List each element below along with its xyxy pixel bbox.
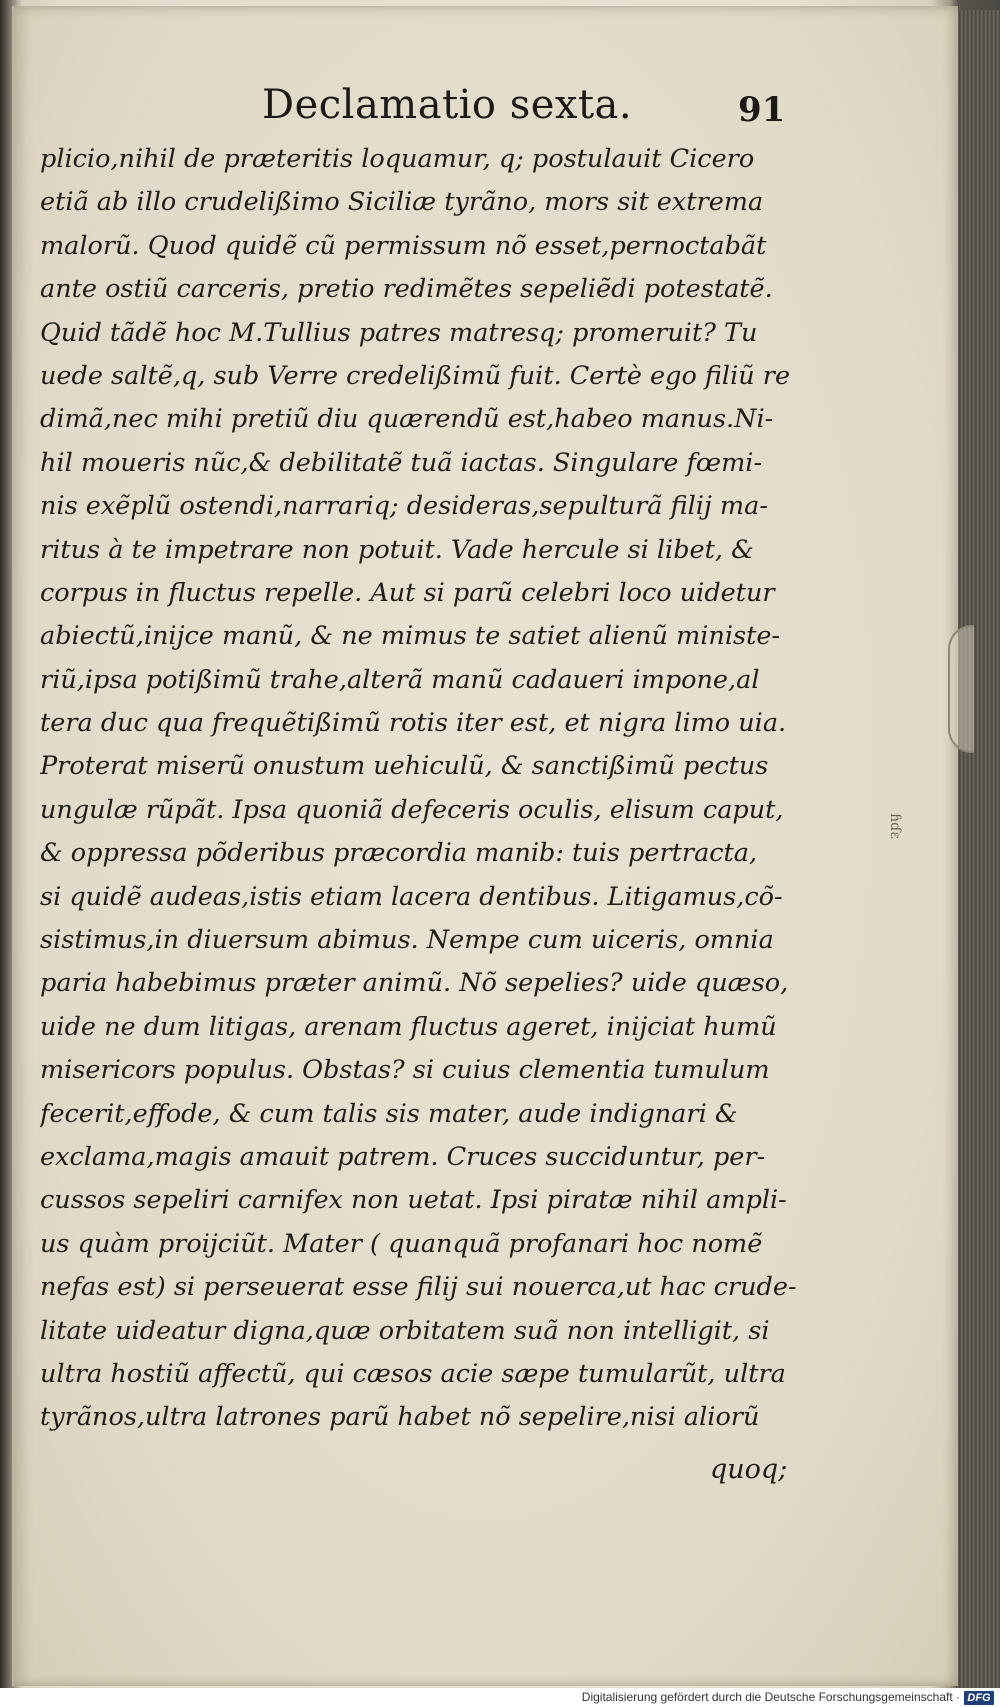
text-line: hil moueris nũc,& debilitatẽ tuã iactas. Singulare fœmi-: [40, 447, 763, 478]
book-page: [12, 6, 958, 1686]
text-line: uide ne dum litigas, arenam fluctus ageret, inijciat humũ: [40, 1011, 777, 1042]
book-block-edges: [956, 10, 1000, 1688]
text-line: ungulæ rũpãt. Ipsa quoniã defeceris oculis, elisum caput,: [40, 794, 784, 825]
text-line: nis exẽplũ ostendi,narrariq; desideras,sepulturã filij ma-: [40, 491, 768, 522]
text-line: Quid tãdẽ hoc M.Tullius patres matresq; promeruit? Tu: [40, 317, 758, 348]
text-line: sistimus,in diuersum abimus. Nempe cum uiceris, omnia: [40, 925, 774, 956]
text-line: malorũ. Quod quidẽ cũ permissum nõ esset,pernoctabãt: [40, 230, 767, 261]
text-line: exclama,magis amauit patrem. Cruces succiduntur, per-: [40, 1141, 766, 1172]
text-line: paria habebimus præter animũ. Nõ sepelies? uide quæso,: [40, 968, 789, 999]
footer-credit: Digitalisierung gefördert durch die Deutsche Forschungsgemeinschaft ·: [581, 1690, 960, 1704]
text-line: ultra hostiũ affectũ, qui cæsos acie sæpe tumularũt, ultra: [40, 1358, 786, 1389]
text-line: litate uideatur digna,quæ orbitatem suã non intelligit, si: [40, 1315, 770, 1346]
margin-mark: ɦɗɛ: [886, 813, 903, 839]
page-number: 91: [738, 90, 786, 130]
text-line: & oppressa põderibus præcordia manib: tuis pertracta,: [40, 838, 758, 869]
text-line: misericors populus. Obstas? si cuius clementia tumulum: [40, 1055, 770, 1086]
text-line: ritus à te impetrare non potuit. Vade hercule si libet, &: [40, 534, 754, 565]
text-line: ante ostiũ carceris, pretio redimẽtes sepeliẽdi potestatẽ.: [40, 274, 773, 305]
text-line: tera duc qua frequẽtißimũ rotis iter est, et nigra limo uia.: [40, 708, 787, 739]
text-line: si quidẽ audeas,istis etiam lacera dentibus. Litigamus,cõ-: [40, 881, 783, 912]
page-clip: [948, 625, 974, 753]
text-line: riũ,ipsa potißimũ trahe,alterã manũ cadaueri impone,al: [40, 664, 760, 695]
text-line: fecerit,effode, & cum talis sis mater, aude indignari &: [40, 1098, 738, 1129]
text-line: us quàm proijciũt. Mater ( quanquã profanari hoc nomẽ: [40, 1228, 763, 1259]
text-line: dimã,nec mihi pretiũ diu quærendũ est,habeo manus.Ni-: [40, 404, 774, 435]
body-text: [40, 138, 800, 1440]
running-head: Declamatio sexta.: [262, 82, 633, 128]
catchword: quoq;: [710, 1454, 788, 1485]
text-line: cussos sepeliri carnifex non uetat. Ipsi piratæ nihil ampli-: [40, 1185, 787, 1216]
text-line: nefas est) si perseuerat esse filij sui nouerca,ut hac crude-: [40, 1272, 797, 1303]
text-line: plicio,nihil de præteritis loquamur, q; postulauit Cicero: [40, 144, 755, 174]
dfg-logo: DFG: [964, 1691, 994, 1705]
text-line: uede saltẽ,q, sub Verre credelißimũ fuit. Certè ego filiũ re: [40, 360, 791, 391]
text-line: tyrãnos,ultra latrones parũ habet nõ sepelire,nisi aliorũ: [40, 1402, 760, 1433]
text-line: corpus in fluctus repelle. Aut si parũ celebri loco uidetur: [40, 577, 775, 608]
text-line: etiã ab illo crudelißimo Siciliæ tyrãno, mors sit extrema: [40, 187, 764, 218]
text-line: Proterat miserũ onustum uehiculũ, & sanctißimũ pectus: [40, 751, 769, 782]
text-line: abiectũ,inijce manũ, & ne mimus te satiet alienũ ministe-: [40, 621, 781, 652]
